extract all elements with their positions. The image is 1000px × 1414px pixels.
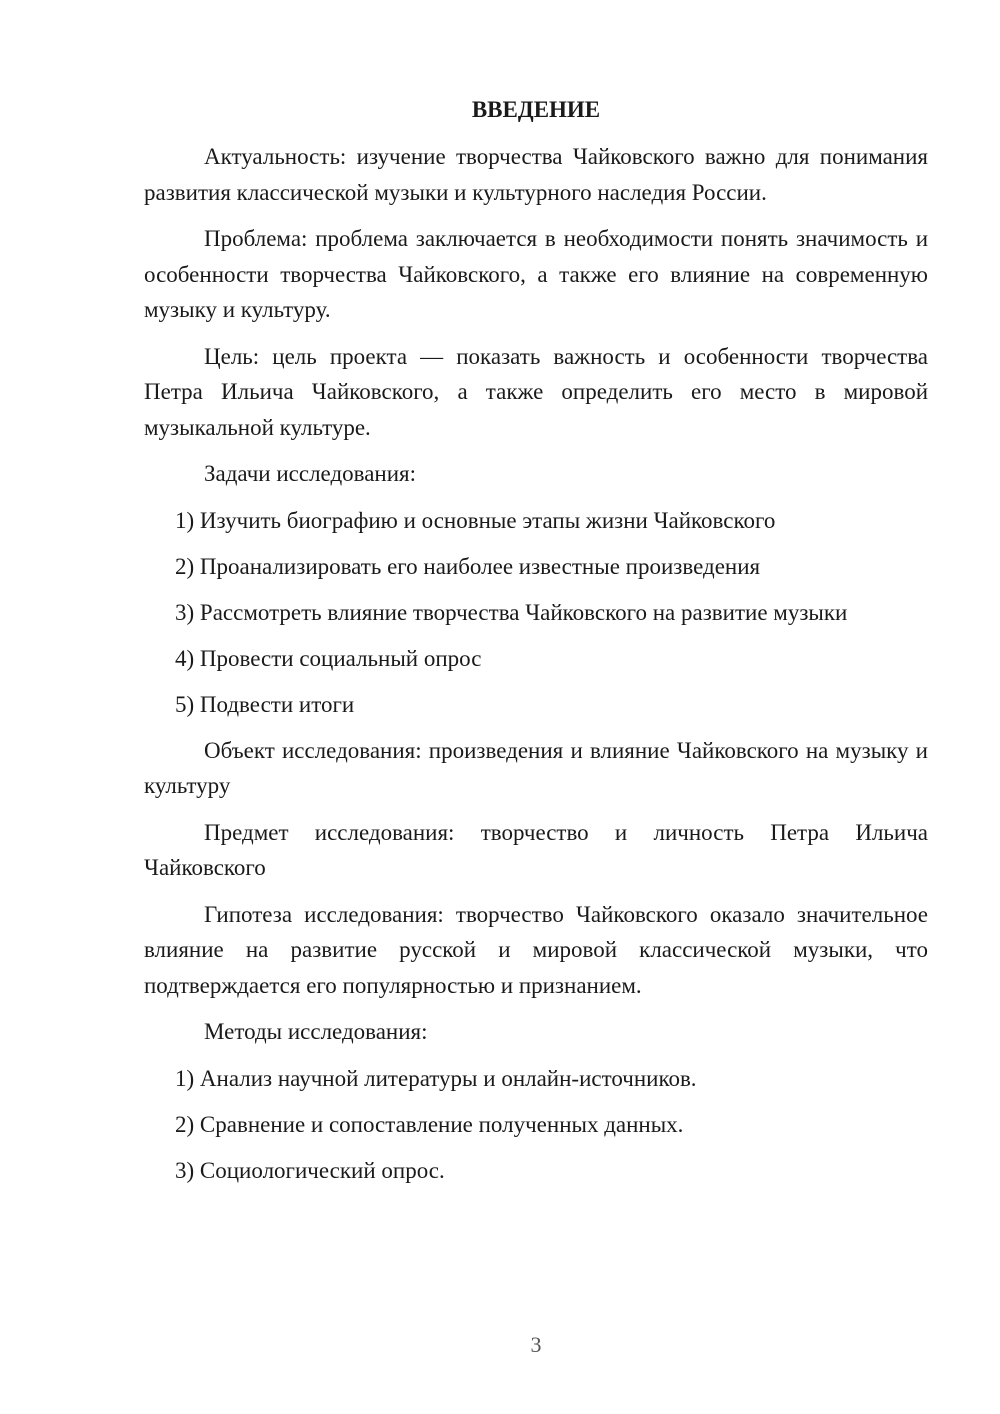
page-number: 3 [530,1332,542,1357]
list-item: 3) Социологический опрос. [175,1157,445,1183]
object-paragraph: Объект исследования: произведения и влияние Чайковского на музыку и культуру [144,737,928,798]
list-item: 4) Провести социальный опрос [175,645,482,671]
document-page [144,92,928,1199]
subject-paragraph: Предмет исследования: творчество и личность Петра Ильича Чайковского [144,819,928,880]
hypothesis-paragraph: Гипотеза исследования: творчество Чайковского оказало значительное влияние на развитие русской и мировой классической музыки, что подтверждается его популярностью и признанием. [144,901,928,998]
list-item: 2) Проанализировать его наиболее известные произведения [175,553,761,579]
methods-list [144,1061,928,1189]
list-item: 5) Подвести итоги [175,691,355,717]
methods-heading: Методы исследования: [204,1019,428,1044]
list-item: 2) Сравнение и сопоставление полученных данных. [175,1111,684,1137]
list-item: 3) Рассмотреть влияние творчества Чайковского на развитие музыки [175,599,848,625]
goal-paragraph: Цель: цель проекта — показать важность и особенности творчества Петра Ильича Чайковского, а также определить его место в мировой музыкальной культуре. [144,343,928,440]
problem-paragraph: Проблема: проблема заключается в необходимости понять значимость и особенности творчества Чайковского, а также его влияние на современную музыку и культуру. [144,226,928,322]
list-item: 1) Анализ научной литературы и онлайн-источников. [175,1065,697,1091]
relevance-paragraph: Актуальность: изучение творчества Чайковского важно для понимания развития классической музыки и культурного наследия России. [144,144,928,205]
document-title: ВВЕДЕНИЕ [471,97,601,122]
tasks-heading: Задачи исследования: [204,461,417,486]
tasks-list [144,503,928,723]
list-item: 1) Изучить биографию и основные этапы жизни Чайковского [175,507,776,533]
